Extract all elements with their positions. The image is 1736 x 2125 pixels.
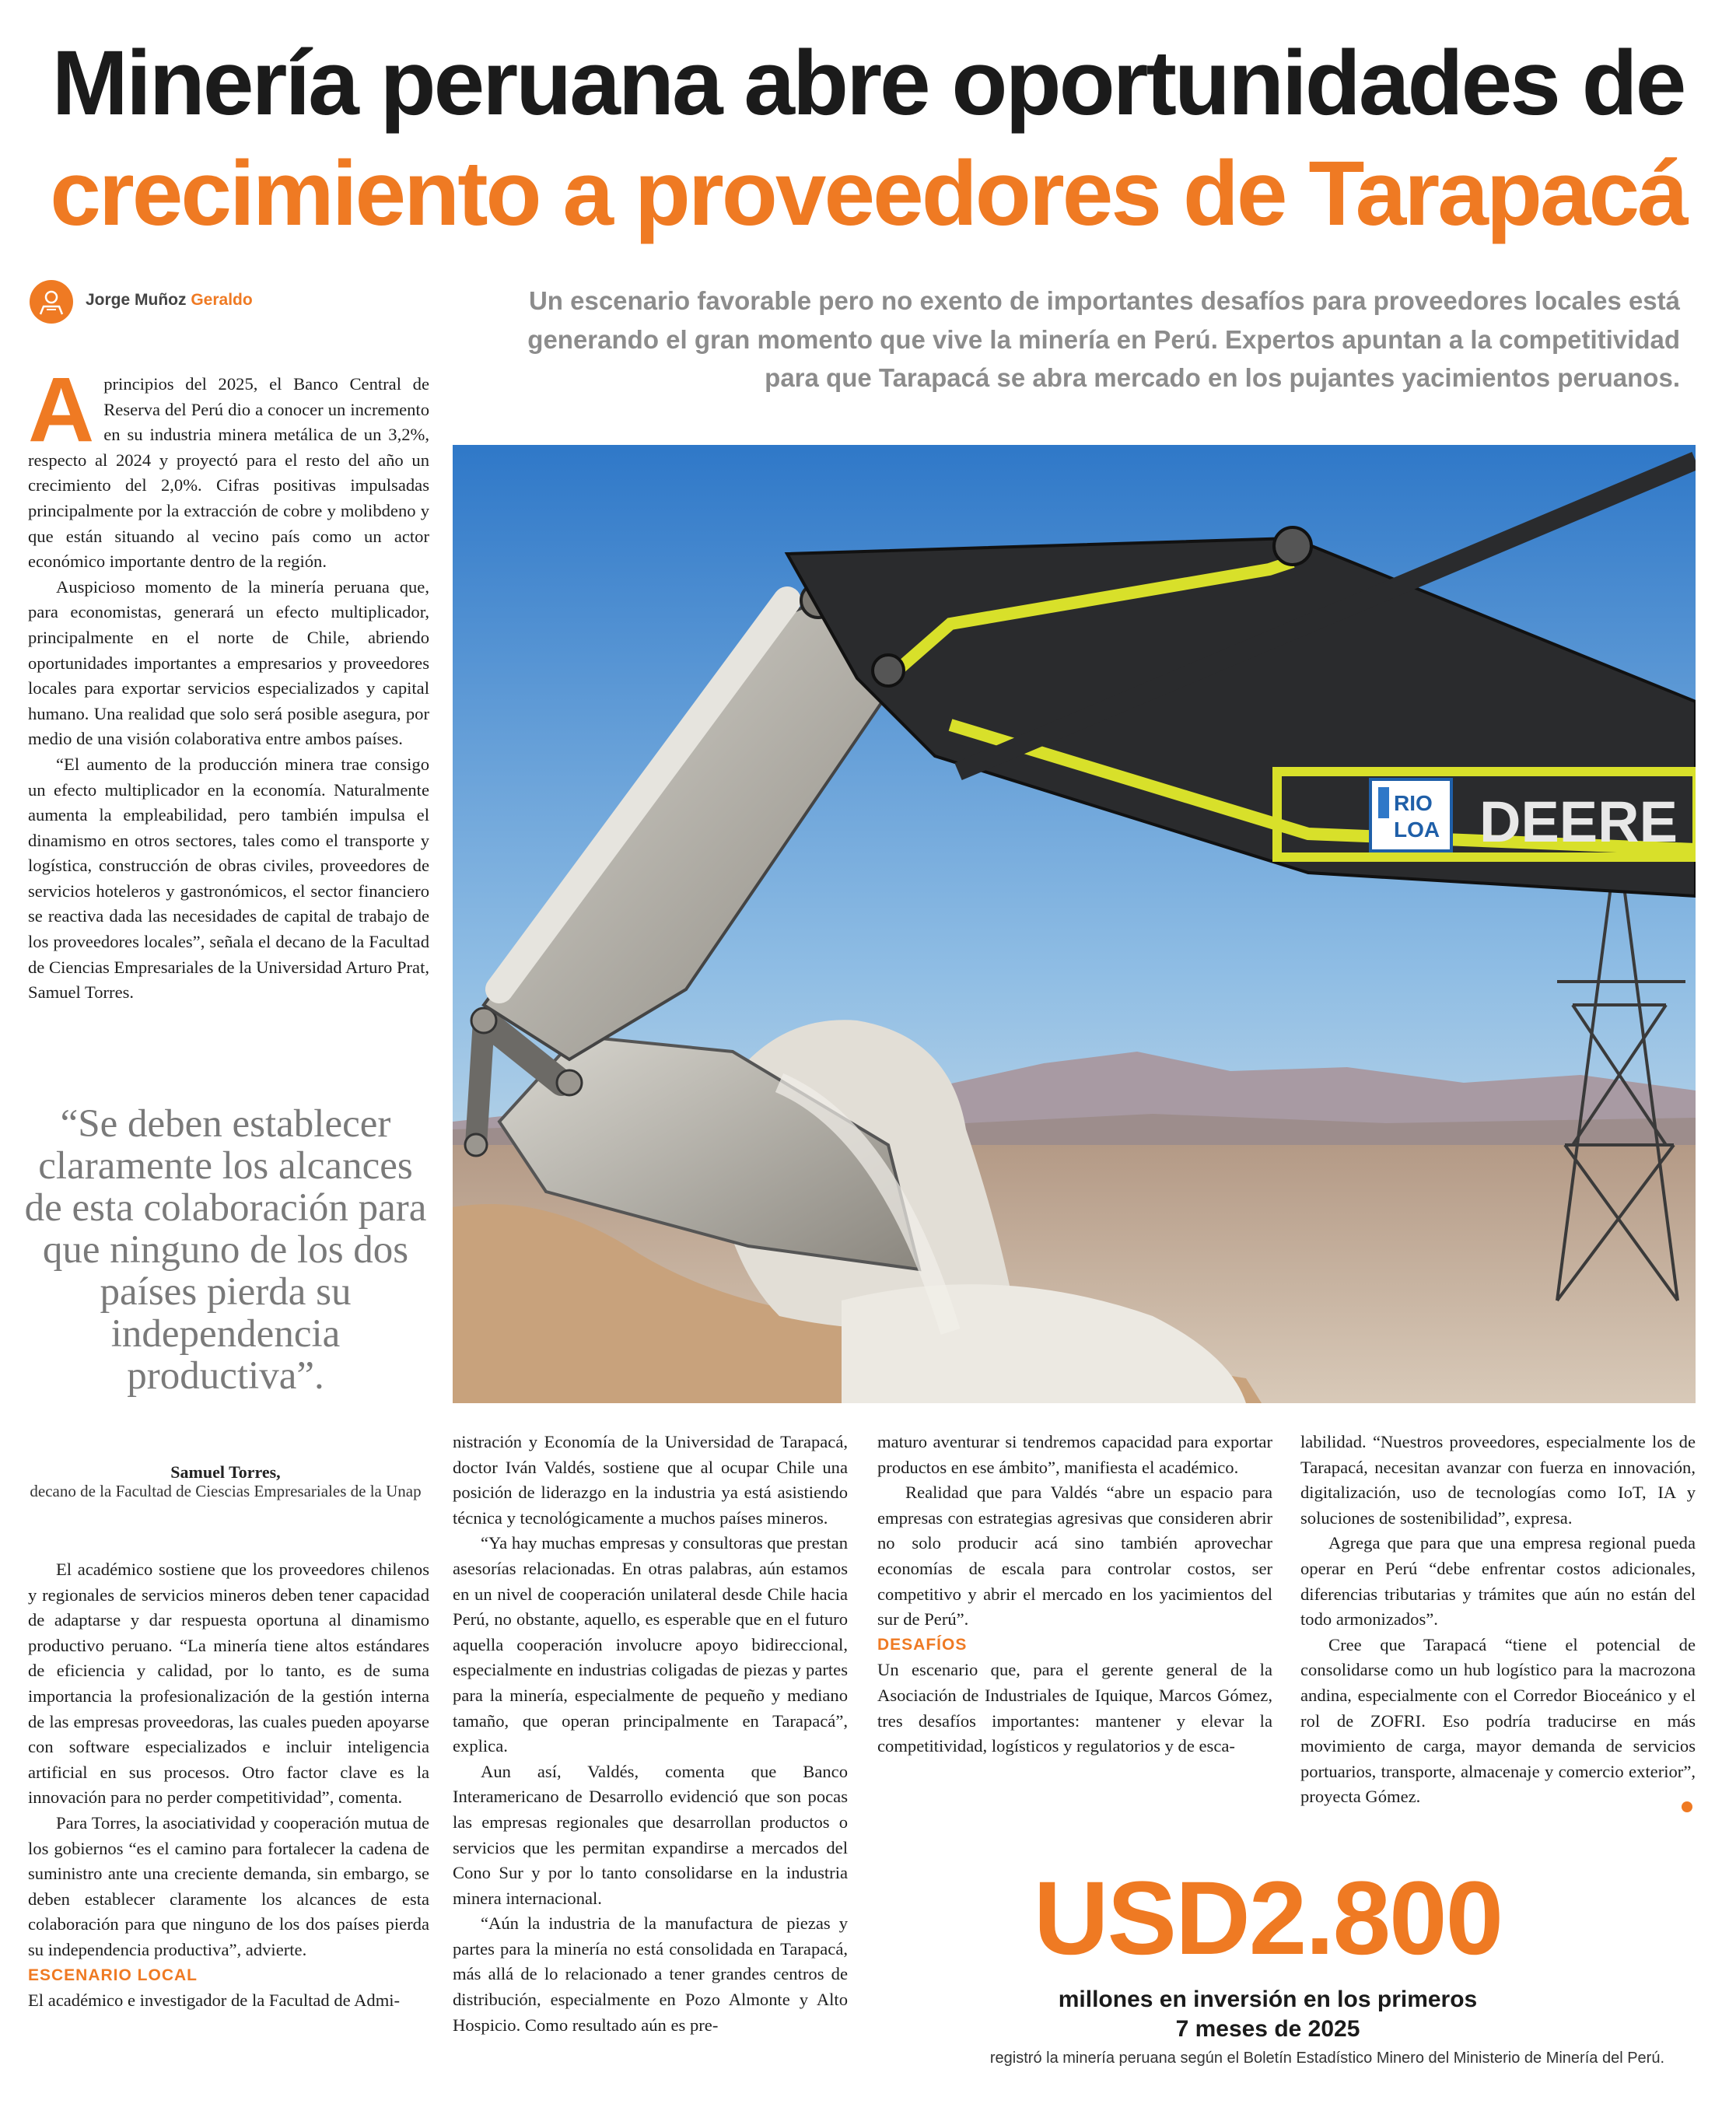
badge-line-2: LOA <box>1394 817 1440 842</box>
col3-paragraph-3: Un escenario que, para el gerente general de la Asociación de Industriales de Iquique, Marcos Gómez, tres desafíos importantes: mantener y elevar la competitividad, logísticos y regulatorios y de esca- <box>877 1660 1272 1756</box>
column-3 <box>877 1430 1272 1759</box>
pull-quote: “Se deben establecer claramente los alcances de esta colaboración para que ninguno de los dos países pierda su independencia productiva”. <box>24 1102 427 1398</box>
col2-paragraph-4: “Aún la industria de la manufactura de piezas y partes para la minería no está consolidada en Tarapacá, más allá de lo relacionado a tener grandes centros de distribución, especialmente en Pozo Almonte y Alto Hospicio. Como resultado aún es pre- <box>453 1913 848 2035</box>
col1-paragraph-2: Auspicioso momento de la minería peruana que, para economistas, generará un efecto multiplicador, principalmente en el norte de Chile, abriendo oportunidades importantes a empresarios y proveedores locales para exportar servicios especializados y capital humano. Una realidad que solo será posible asegura, por medio de una visión colaborativa entre ambos países. <box>28 576 429 749</box>
brand-text: DEERE <box>1479 789 1678 854</box>
lead-paragraph: Un escenario favorable pero no exento de importantes desafíos para proveedores locales está generando el gran momento que vive la minería en Perú. Expertos apuntan a la competitividad para que Tarapacá se abra mercado en los pujantes yacimientos peruanos. <box>527 286 1680 392</box>
stat-label-line-1: millones en inversión en los primeros <box>1058 1987 1478 2012</box>
col2-paragraph-3: Aun así, Valdés, comenta que Banco Interamericano de Desarrollo evidenció que son pocas las empresas regionales que desarrollan productos o servicios que les permitan expandirse a mercados del Cono Sur y por lo tanto consolidarse en la industria minera internacional. <box>453 1761 848 1908</box>
headline-line-2: crecimiento a proveedores de Tarapacá <box>50 142 1686 245</box>
excavator-photo <box>453 445 1696 1403</box>
quote-author-role: decano de la Facultad de Ciescias Empresariales de la Unap <box>30 1482 422 1500</box>
col4-paragraph-3: Cree que Tarapacá “tiene el potencial de consolidarse como un hub logístico para la macrozona andina, especialmente con el Corredor Bioceánico y el rol de ZOFRI. Eso podría traducirse en más movimiento de carga, mayor demanda de servicios portuarios, transporte, almacenaje y comercio exterior”, proyecta Gómez. <box>1300 1634 1696 1807</box>
col4-paragraph-2: Agrega que para que una empresa regional pueda operar en Perú “debe enfrentar costos adicionales, diferencias tributarias y trámites que aún no están del todo armonizados”. <box>1300 1533 1696 1630</box>
subhead-escenario-local: ESCENARIO LOCAL <box>28 1966 198 1984</box>
stat-label-line-2: 7 meses de 2025 <box>1175 2016 1360 2042</box>
byline-last: Geraldo <box>191 291 253 309</box>
col3-paragraph-1: maturo aventurar si tendremos capacidad para exportar productos en ese ámbito”, manifiesta el académico. <box>877 1432 1272 1477</box>
column-1-top <box>28 359 429 1006</box>
stat-source: registró la minería peruana según el Boletín Estadístico Minero del Ministerio de Minería del Perú. <box>989 2050 1664 2067</box>
column-2 <box>453 1430 848 2038</box>
drop-cap: A <box>28 359 95 461</box>
badge-line-1: RIO <box>1394 791 1433 815</box>
col2-paragraph-2: “Ya hay muchas empresas y consultoras que prestan asesorías relacionadas. En otras palabras, aún estamos en un nivel de cooperación unilateral desde Chile hacia Perú, no obstante, aquello, es esperable que en el futuro aquella cooperación involucre apoyo bidireccional, especialmente en industrias coligadas de piezas y partes para la minería, especialmente de pequeño y mediano tamaño, que operan principalmente en Tarapacá”, explica. <box>453 1533 848 1756</box>
column-1-bottom <box>28 1557 429 2014</box>
headline-line-1: Minería peruana abre oportunidades de <box>51 32 1685 135</box>
col4-paragraph-1: labilidad. “Nuestros proveedores, especialmente los de Tarapacá, necesitan avanzar con fuerza en innovación, digitalización, uso de tecnologías como IoT, IA y soluciones de sostenibilidad”, expresa. <box>1300 1432 1696 1528</box>
stat-value: USD2.800 <box>1033 1861 1503 1976</box>
author-icon <box>30 280 73 324</box>
col2-paragraph-1: nistración y Economía de la Universidad de Tarapacá, doctor Iván Valdés, sostiene que al ocupar Chile una posición de liderazgo en la industria ya está asistiendo técnica y tecnológicamente a muchos países mineros. <box>453 1432 848 1528</box>
end-of-article-dot <box>1682 1801 1692 1812</box>
subhead-desafios: DESAFÍOS <box>877 1635 968 1654</box>
quote-author: Samuel Torres, <box>170 1462 281 1482</box>
col1b-paragraph-2: Para Torres, la asociatividad y cooperación mutua de los gobiernos “es el camino para fortalecer la cadena de suministro ante una creciente demanda, sin embargo, se deben establecer claramente los alcances de esta colaboración para que ninguno de los dos países pierda su independencia productiva”, advierte. <box>28 1812 429 1959</box>
col1-paragraph-1: principios del 2025, el Banco Central de Reserva del Perú dio a conocer un incremento en su industria minera metálica de un 3,2%, respecto al 2024 y proyectó para el resto del año un crecimiento del 2,0%. Cifras positivas impulsadas principalmente por la extracción de cobre y molibdeno y que están situando al vecino país como un actor económico importante dentro de la región. <box>28 374 429 572</box>
col3-paragraph-2: Realidad que para Valdés “abre un espacio para empresas con estrategias agresivas que consideren abrir no solo producir acá sino también aprovechar economías de escala para controlar costos, ser competitivo y abrir el mercado en los yacimientos del sur de Perú”. <box>877 1483 1272 1630</box>
col1b-paragraph-1: El académico sostiene que los proveedores chilenos y regionales de servicios mineros deben tener capacidad de adaptarse y dar respuesta oportuna al dinamismo productivo peruano. “La minería tiene altos estándares de eficiencia y calidad, por lo tanto, es de suma importancia la profesionalización de la gestión interna de las empresas proveedoras, las cuales pueden apoyarse con software especializados e incluir inteligencia artificial en sus procesos. Otro factor clave es la innovación para no perder competitividad”, comenta. <box>28 1560 429 1808</box>
col1b-paragraph-3: El académico e investigador de la Facultad de Admi- <box>28 1990 401 2011</box>
col1-paragraph-3: “El aumento de la producción minera trae consigo un efecto multiplicador en la economía. Naturalmente aumenta la empleabilidad, pero también impulsa el dinamismo en otros sectores, tales como el transporte y logística, construcción de obras civiles, proveedores de servicios hoteleros y gastronómicos, el sector financiero se reactiva dada las necesidades de capital de trabajo de los proveedores locales”, señala el decano de la Facultad de Ciencias Empresariales de la Universidad Arturo Prat, Samuel Torres. <box>28 754 429 1003</box>
stat-label <box>957 1985 1579 2044</box>
byline <box>86 291 253 310</box>
byline-first: Jorge Muñoz <box>86 291 187 309</box>
column-4 <box>1300 1430 1696 1810</box>
